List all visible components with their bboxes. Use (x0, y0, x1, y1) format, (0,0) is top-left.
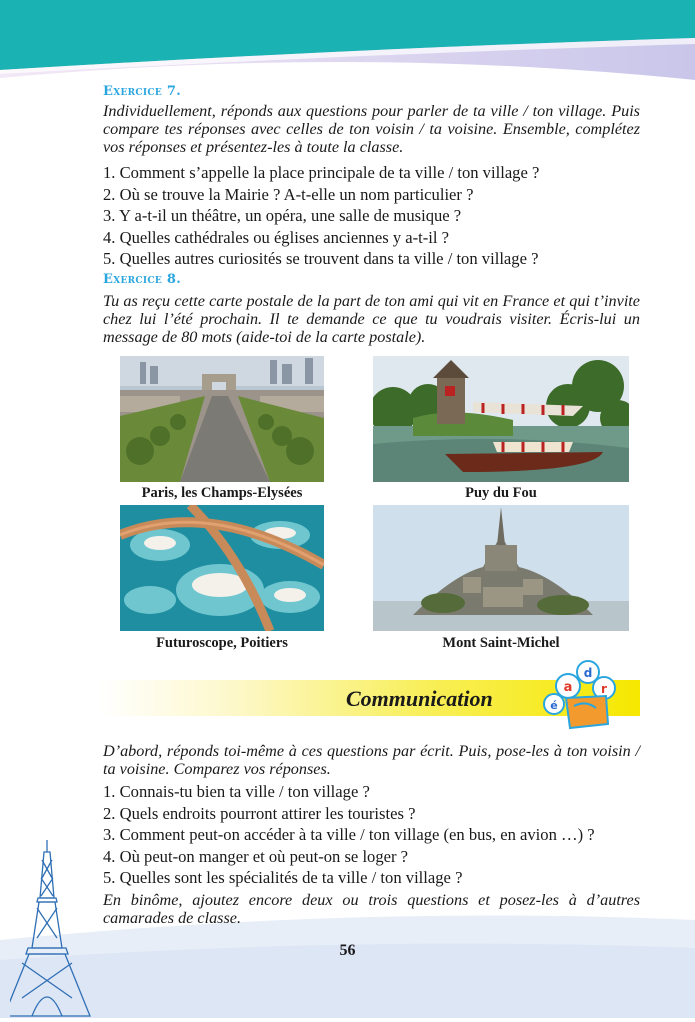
communication-closing: En binôme, ajoutez encore deux ou trois questions et posez-les à d’autres camarades de classe. (103, 891, 640, 927)
exercise-8-title: Exercice 8. (103, 272, 182, 287)
photo-champs-elysees (120, 356, 324, 482)
photo-caption: Paris, les Champs-Elysées (141, 485, 303, 501)
photo-caption: Puy du Fou (465, 485, 537, 501)
photo-mont-saint-michel (373, 505, 629, 631)
photo-puy-du-fou (373, 356, 629, 482)
list-item: 4. Quelles cathédrales ou églises anciennes y a-t-il ? (103, 227, 450, 247)
list-item: 2. Quels endroits pourront attirer les touristes ? (103, 803, 416, 823)
icon-letter-a: a (563, 680, 573, 695)
icon-letter-e: é (550, 699, 558, 712)
communication-instructions: D’abord, réponds toi-même à ces questions par écrit. Puis, pose-les à ton voisin / ta voisine. Comparez vos réponses. (103, 742, 640, 778)
list-item: 3. Y a-t-il un théâtre, un opéra, une salle de musique ? (103, 206, 462, 225)
list-item: 1. Comment s’appelle la place principale de ta ville / ton village ? (103, 163, 540, 182)
list-item: 5. Quelles sont les spécialités de ta ville / ton village ? (103, 868, 463, 887)
photo-caption: Mont Saint-Michel (442, 635, 560, 651)
icon-letter-r: r (601, 682, 607, 696)
list-item: 2. Où se trouve la Mairie ? A-t-elle un nom particulier ? (103, 184, 474, 204)
communication-questions (103, 781, 643, 889)
exercise-7-questions (103, 162, 643, 270)
exercise-8-instructions: Tu as reçu cette carte postale de la part de ton ami qui vit en France et qui t’invite chez lui l’été prochain. Il te demande ce que tu voudrais visiter. Écris-lui un message de 80 mots (aide-toi de la carte postale). (103, 292, 640, 346)
icon-letter-d: d (583, 666, 593, 680)
list-item: 1. Connais-tu bien ta ville / ton village ? (103, 782, 370, 801)
list-item: 5. Quelles autres curiosités se trouvent dans ta ville / ton village ? (103, 249, 539, 268)
photo-caption: Futuroscope, Poitiers (156, 635, 288, 651)
photo-futuroscope (120, 505, 324, 631)
exercise-7-title: Exercice 7. (103, 84, 182, 99)
list-item: 3. Comment peut-on accéder à ta ville / ton village (en bus, en avion …) ? (103, 825, 595, 844)
list-item: 4. Où peut-on manger et où peut-on se loger ? (103, 846, 409, 866)
page-number: 56 (339, 942, 356, 959)
speech-bubbles-icon (536, 658, 626, 730)
exercise-7-instructions: Individuellement, réponds aux questions pour parler de ta ville / ton village. Puis compare tes réponses avec celles de ton voisin / ta voisine. Ensemble, complétez vos réponses et présentez-les à toute la classe. (103, 102, 640, 156)
communication-title: Communication (346, 686, 493, 711)
